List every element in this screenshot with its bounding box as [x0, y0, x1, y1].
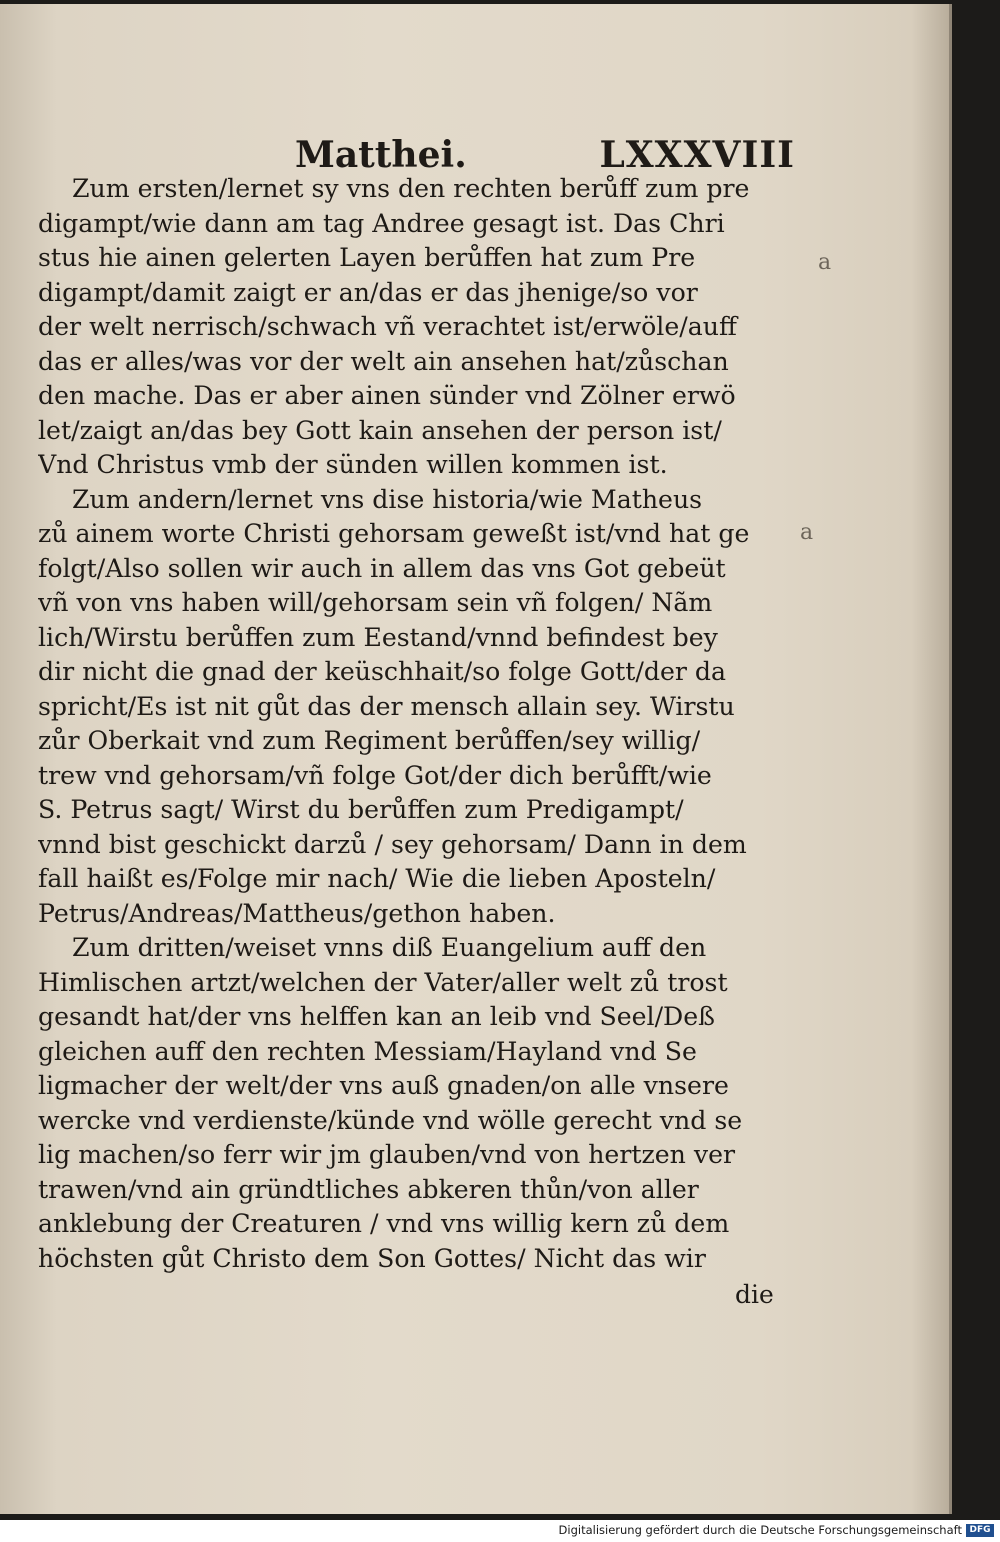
text-line: höchsten gůt Christo dem Son Gottes/ Nicht das wir [38, 1243, 706, 1273]
text-line: Himlischen artzt/welchen der Vater/aller welt zů trost [38, 967, 728, 997]
text-line: vñ von vns haben will/gehorsam sein vñ folgen/ Nãm [38, 588, 713, 617]
text-line: spricht/Es ist nit gůt das der mensch allain sey. Wirstu [38, 691, 735, 721]
text-line: stus hie ainen gelerten Layen berůffen hat zum Pre [38, 243, 696, 272]
text-line: das er alles/was vor der welt ain ansehen hat/zůschan [38, 346, 729, 376]
text-line: lig machen/so ferr wir jm glauben/vnd von hertzen ver [38, 1140, 736, 1169]
text-line: wercke vnd verdienste/künde vnd wölle gerecht vnd se [38, 1105, 743, 1135]
body-text [38, 172, 798, 1276]
dfg-logo-icon: DFG [966, 1524, 994, 1537]
text-line: den mache. Das er aber ainen sünder vnd Zölner erwö [38, 381, 736, 410]
margin-mark: a [800, 520, 814, 545]
text-line: digampt/wie dann am tag Andree gesagt ist. Das Chri [38, 208, 725, 238]
funding-credit: Digitalisierung gefördert durch die Deutsche Forschungsgemeinschaft [558, 1523, 962, 1537]
text-line: Zum ersten/lernet sy vns den rechten berůff zum pre [72, 174, 750, 203]
text-line: S. Petrus sagt/ Wirst du berůffen zum Predigampt/ [38, 795, 684, 824]
text-line: ligmacher der welt/der vns auß gnaden/on alle vnsere [38, 1071, 729, 1100]
running-title: Matthei. [295, 134, 467, 176]
catchword: die [735, 1280, 774, 1309]
folio-number: LXXXVIII [599, 134, 795, 176]
footer-bar [0, 1520, 1000, 1542]
text-line: dir nicht die gnad der keüschhait/so folge Gott/der da [38, 657, 727, 686]
text-line: Zum andern/lernet vns dise historia/wie Matheus [72, 484, 703, 514]
text-line: gesandt hat/der vns helffen kan an leib vnd Seel/Deß [38, 1002, 715, 1031]
text-line: Petrus/Andreas/Mattheus/gethon haben. [38, 898, 556, 928]
text-line: anklebung der Creaturen / vnd vns willig kern zů dem [38, 1209, 730, 1238]
text-line: folgt/Also sollen wir auch in allem das vns Got gebeüt [38, 553, 726, 583]
text-line: der welt nerrisch/schwach vñ verachtet ist/erwöle/auff [38, 312, 737, 341]
text-line: fall haißt es/Folge mir nach/ Wie die lieben Aposteln/ [38, 864, 716, 893]
text-line: zůr Oberkait vnd zum Regiment berůffen/sey willig/ [38, 726, 701, 755]
text-line: gleichen auff den rechten Messiam/Hayland vnd Se [38, 1036, 697, 1066]
text-line: digampt/damit zaigt er an/das er das jhenige/so vor [38, 277, 698, 307]
text-line: trew vnd gehorsam/vñ folge Got/der dich berůfft/wie [38, 760, 712, 790]
text-line: zů ainem worte Christi gehorsam geweßt ist/vnd hat ge [38, 519, 750, 548]
text-line: trawen/vnd ain gründtliches abkeren thůn/von aller [38, 1174, 699, 1204]
text-line: vnnd bist geschickt darzů / sey gehorsam/ Dann in dem [38, 829, 747, 859]
text-line: lich/Wirstu berůffen zum Eestand/vnnd befindest bey [38, 622, 718, 652]
text-line: Zum dritten/weiset vnns diß Euangelium auff den [72, 933, 707, 962]
text-line: let/zaigt an/das bey Gott kain ansehen der person ist/ [38, 415, 722, 445]
book-page [0, 4, 952, 1514]
text-line: Vnd Christus vmb der sünden willen kommen ist. [38, 450, 668, 479]
margin-mark: a [818, 250, 832, 275]
